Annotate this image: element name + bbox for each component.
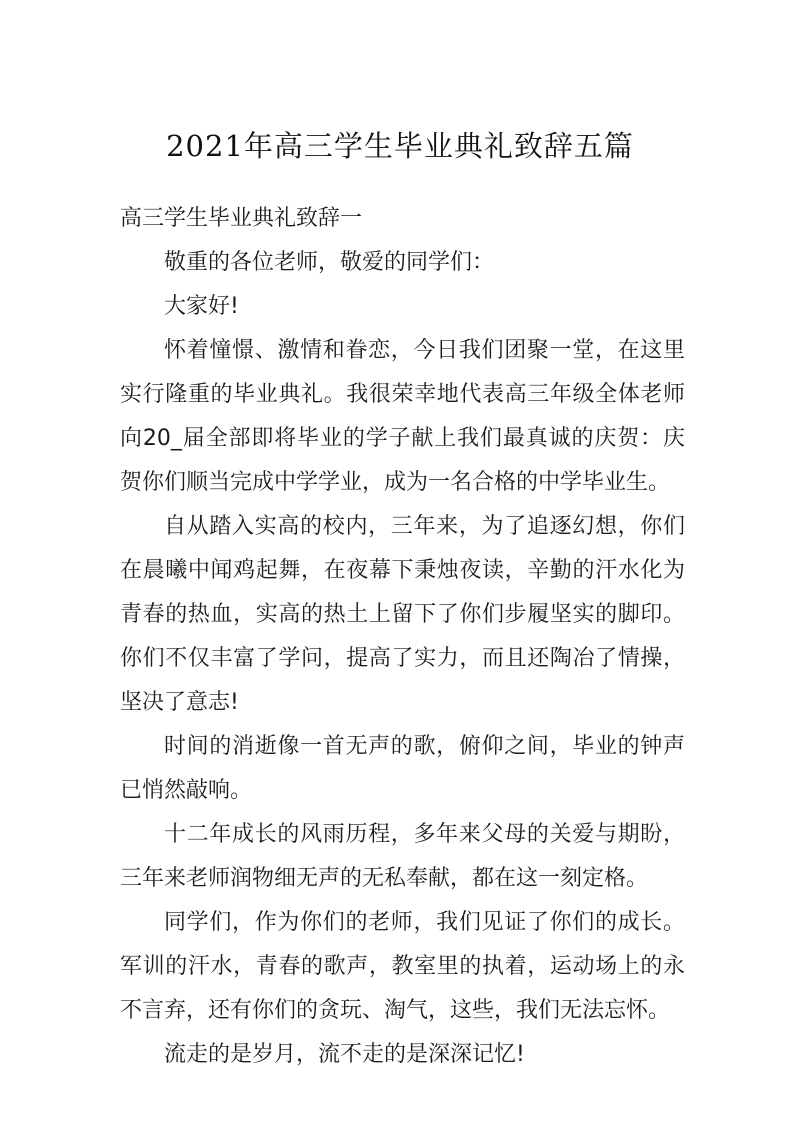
body-paragraph: 怀着憧憬、激情和眷恋，今日我们团聚一堂，在这里实行隆重的毕业典礼。我很荣幸地代表高三年级全体老师向20_届全部即将毕业的学子献上我们最真诚的庆贺：庆贺你们顺当完成中学学业，成为一名合格的中学毕业生。 bbox=[120, 338, 685, 495]
section-heading: 高三学生毕业典礼致辞一 bbox=[120, 206, 363, 231]
salutation-paragraph: 敬重的各位老师，敬爱的同学们： bbox=[164, 250, 495, 275]
greeting-paragraph: 大家好! bbox=[164, 294, 239, 319]
document-body bbox=[120, 197, 685, 1077]
body-paragraph: 同学们，作为你们的老师，我们见证了你们的成长。军训的汗水，青春的歌声，教室里的执着，运动场上的永不言弃，还有你们的贪玩、淘气，这些，我们无法忘怀。 bbox=[120, 910, 685, 1023]
body-paragraph: 时间的消逝像一首无声的歌，俯仰之间，毕业的钟声已悄然敲响。 bbox=[120, 734, 685, 803]
document-title: 2021年高三学生毕业典礼致辞五篇 bbox=[166, 129, 634, 163]
body-paragraph: 自从踏入实高的校内，三年来，为了追逐幻想，你们在晨曦中闻鸡起舞，在夜幕下秉烛夜读，辛勤的汗水化为青春的热血，实高的热土上留下了你们步履坚实的脚印。你们不仅丰富了学问，提高了实力，而且还陶冶了情操，坚决了意志! bbox=[120, 514, 685, 715]
body-paragraph: 流走的是岁月，流不走的是深深记忆! bbox=[164, 1042, 525, 1067]
body-paragraph: 十二年成长的风雨历程，多年来父母的关爱与期盼，三年来老师润物细无声的无私奉献，都在这一刻定格。 bbox=[120, 822, 685, 891]
